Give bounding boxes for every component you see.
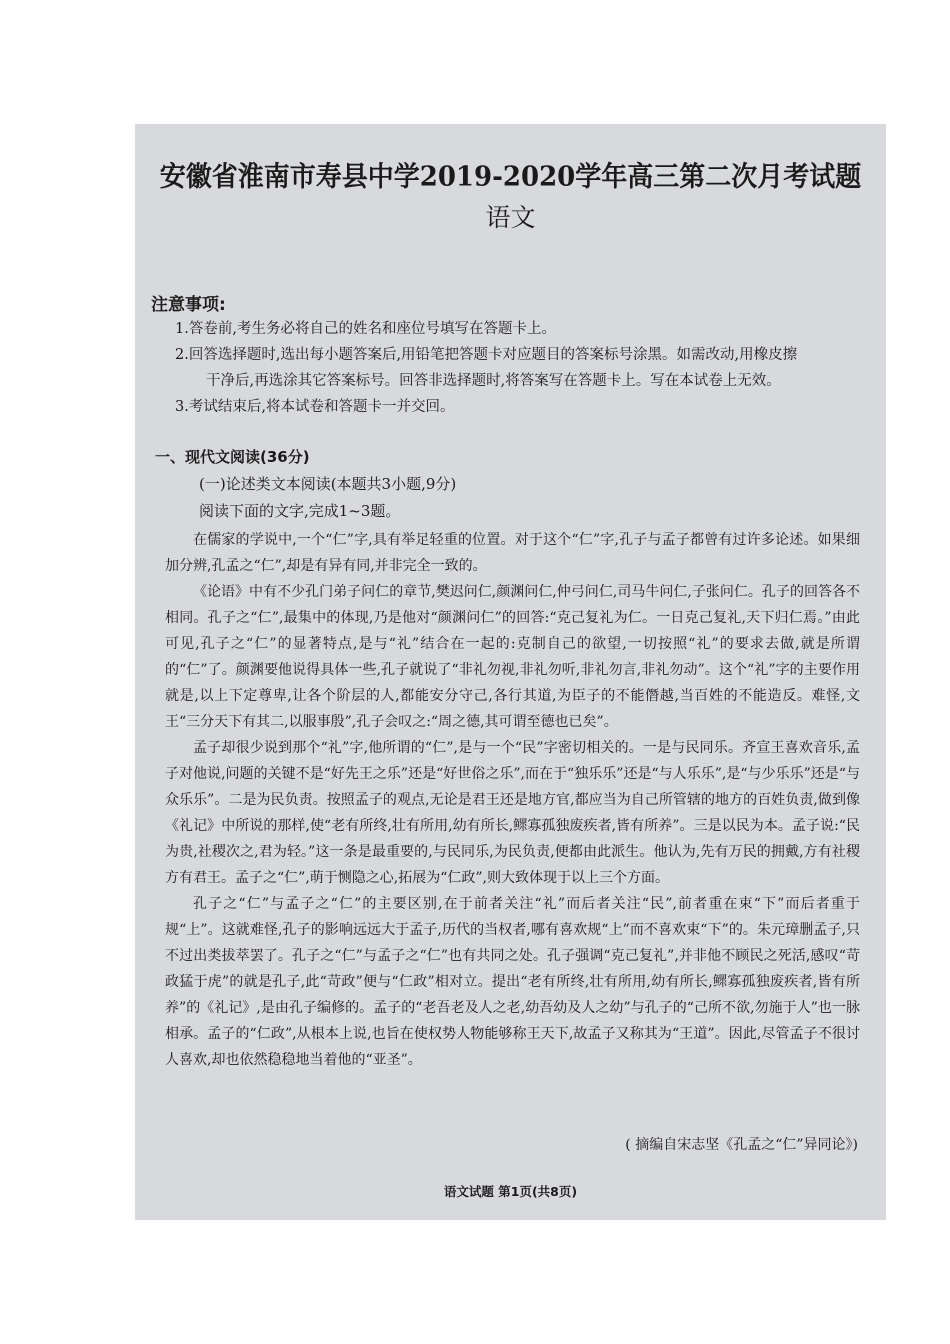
passage-paragraph: 在儒家的学说中,一个“仁”字,具有举足轻重的位置。对于这个“仁”字,孔子与孟子都曾有过许多论述。如果细加分辨,孔孟之“仁”,却是有异有同,并非完全一致的。 — [165, 532, 860, 574]
reading-instruction: 阅读下面的文字,完成1~3题。 — [199, 502, 401, 520]
exam-title: 安徽省淮南市寿县中学2019-2020学年高三第二次月考试题 — [159, 161, 862, 193]
notice-item: 1.答卷前,考生务必将自己的姓名和座位号填写在答题卡上。 — [175, 321, 556, 337]
section-heading: 一、现代文阅读(36分) — [155, 448, 310, 466]
notice-list — [175, 316, 886, 420]
page-footer: 语文试题 第1页(共8页) — [443, 1184, 578, 1199]
passage-paragraph: 《论语》中有不少孔门弟子问仁的章节,樊迟问仁,颜渊问仁,仲弓问仁,司马牛问仁,子张问仁。孔子的回答各不相同。孔子之“仁”,最集中的体现,乃是他对“颜渊问仁”的回答:“克己复礼为仁。一日克己复礼,天下归仁焉。”由此可见,孔子之“仁”的显著特点,是与“礼”结合在一起的:克制自己的欲望,一切按照“礼”的要求去做,就是所谓的“仁”了。颜渊要他说得具体一些,孔子就说了“非礼勿视,非礼勿听,非礼勿言,非礼勿动”。这个“礼”字的主要作用就是,以上下定尊卑,让各个阶层的人,都能安分守己,各行其道,为臣子的不能僭越,当百姓的不能造反。难怪,文王“三分天下有其二,以服事殷”,孔子会叹之:“周之德,其可谓至德也已矣”。 — [165, 584, 860, 730]
passage-paragraph: 孔子之“仁”与孟子之“仁”的主要区别,在于前者关注“礼”而后者关注“民”,前者重在束“下”而后者重于规“上”。这就难怪,孔子的影响远远大于孟子,历代的当权者,哪有喜欢规“上”而不喜欢束“下”的。朱元璋删孟子,只不过出类拔萃罢了。孔子之“仁”与孟子之“仁”也有共同之处。孔子强调“克己复礼”,并非他不顾民之死活,感叹“苛政猛于虎”的就是孔子,此“苛政”便与“仁政”相对立。提出“老有所终,壮有所用,幼有所长,鳏寡孤独废疾者,皆有所养”的《礼记》,是由孔子编修的。孟子的“老吾老及人之老,幼吾幼及人之幼”与孔子的“己所不欲,勿施于人”也一脉相承。孟子的“仁政”,从根本上说,也旨在使权势人物能够称王天下,故孟子又称其为“王道”。因此,尽管孟子不很讨人喜欢,却也依然稳稳地当着他的“亚圣”。 — [165, 896, 860, 1068]
exam-subject: 语文 — [485, 203, 536, 232]
notice-item: 3.考试结束后,将本试卷和答题卡一并交回。 — [175, 399, 455, 415]
subsection-heading: (一)论述类文本阅读(本题共3小题,9分) — [199, 475, 457, 493]
notice-item: 2.回答选择题时,选出每小题答案后,用铅笔把答题卡对应题目的答案标号涂黑。如需改动,用橡皮擦 — [175, 347, 798, 363]
passage-source: ( 摘编自宋志坚《孔孟之“仁”异同论》) — [625, 1137, 858, 1153]
notice-item-continued: 干净后,再选涂其它答案标号。回答非选择题时,将答案写在答题卡上。写在本试卷上无效。 — [206, 373, 781, 389]
reading-passage — [165, 527, 860, 1073]
exam-sheet — [135, 124, 886, 1220]
notice-heading: 注意事项: — [151, 295, 226, 315]
passage-paragraph: 孟子却很少说到那个“礼”字,他所谓的“仁”,是与一个“民”字密切相关的。一是与民同乐。齐宣王喜欢音乐,孟子对他说,问题的关键不是“好先王之乐”还是“好世俗之乐”,而在于“独乐乐”还是“与人乐乐”,是“与少乐乐”还是“与众乐乐”。二是为民负责。按照孟子的观点,无论是君王还是地方官,都应当为自己所管辖的地方的百姓负责,做到像《礼记》中所说的那样,使“老有所终,壮有所用,幼有所长,鳏寡孤独废疾者,皆有所养”。三是以民为本。孟子说:“民为贵,社稷次之,君为轻。”这一条是最重要的,与民同乐,为民负责,便都由此派生。他认为,先有万民的拥戴,方有社稷方有君王。孟子之“仁”,萌于恻隐之心,拓展为“仁政”,则大致体现于以上三个方面。 — [165, 740, 860, 886]
